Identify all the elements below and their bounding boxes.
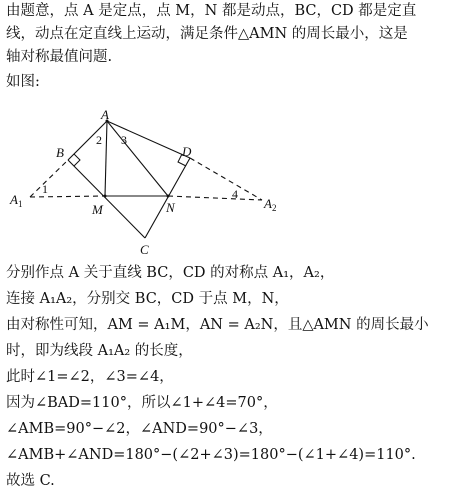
angle-label-3: 3 xyxy=(121,133,127,147)
label-C: C xyxy=(140,242,149,257)
line-CD xyxy=(145,158,190,238)
segment-AM xyxy=(105,121,107,196)
solution-line: 连接 A₁A₂，分别交 BC，CD 于点 M，N， xyxy=(6,291,289,307)
analysis-line: 线，动点在定直线上运动，满足条件△AMN 的周长最小，这是 xyxy=(6,26,408,42)
angle-label-4: 4 xyxy=(232,187,238,201)
figure-caption: 如图: xyxy=(6,74,40,90)
angle-label-1: 1 xyxy=(42,182,48,196)
solution-line: 由对称性可知，AM = A₁M，AN = A₂N，且△AMN 的周长最小 xyxy=(6,317,429,333)
right-angle-mark-B xyxy=(74,154,80,166)
solution-line: 分别作点 A 关于直线 BC，CD 的对称点 A₁，A₂， xyxy=(6,265,335,281)
line-BC xyxy=(68,160,145,238)
label-D: D xyxy=(182,144,192,159)
segment-AN xyxy=(107,121,168,196)
dashed-A1M xyxy=(30,196,105,197)
dashed-DA2 xyxy=(190,158,262,200)
solution-line: ∠AMB+∠AND=180°−(∠2+∠3)=180°−(∠1+∠4)=110°. xyxy=(6,447,416,463)
solution-line: 因为∠BAD=110°，所以∠1+∠4=70°， xyxy=(6,395,278,411)
label-B: B xyxy=(56,145,64,160)
solution-line: 此时∠1=∠2，∠3=∠4， xyxy=(6,369,174,385)
label-A1: $A_1$ xyxy=(10,192,23,209)
geometry-figure xyxy=(0,100,463,260)
solution-line: 时，即为线段 A₁A₂ 的长度， xyxy=(6,343,193,359)
analysis-line: 由题意，点 A 是定点，点 M，N 都是动点，BC，CD 都是定直 xyxy=(6,3,417,19)
label-A2: $A_2$ xyxy=(264,196,277,213)
point-M xyxy=(104,195,107,198)
label-M: M xyxy=(92,202,103,217)
angle-label-2: 2 xyxy=(96,133,102,147)
point-N xyxy=(167,195,170,198)
dashed-A1B xyxy=(30,160,68,197)
analysis-line: 轴对称最值问题. xyxy=(6,49,113,65)
dashed-NA2 xyxy=(168,196,262,200)
label-N: N xyxy=(166,200,175,215)
segment-AD xyxy=(107,121,190,158)
problem-analysis xyxy=(6,0,458,69)
label-A: A xyxy=(101,107,109,122)
solution-line: ∠AMB=90°−∠2，∠AND=90°−∠3， xyxy=(6,421,273,437)
solution-line: 故选 C. xyxy=(6,473,55,489)
